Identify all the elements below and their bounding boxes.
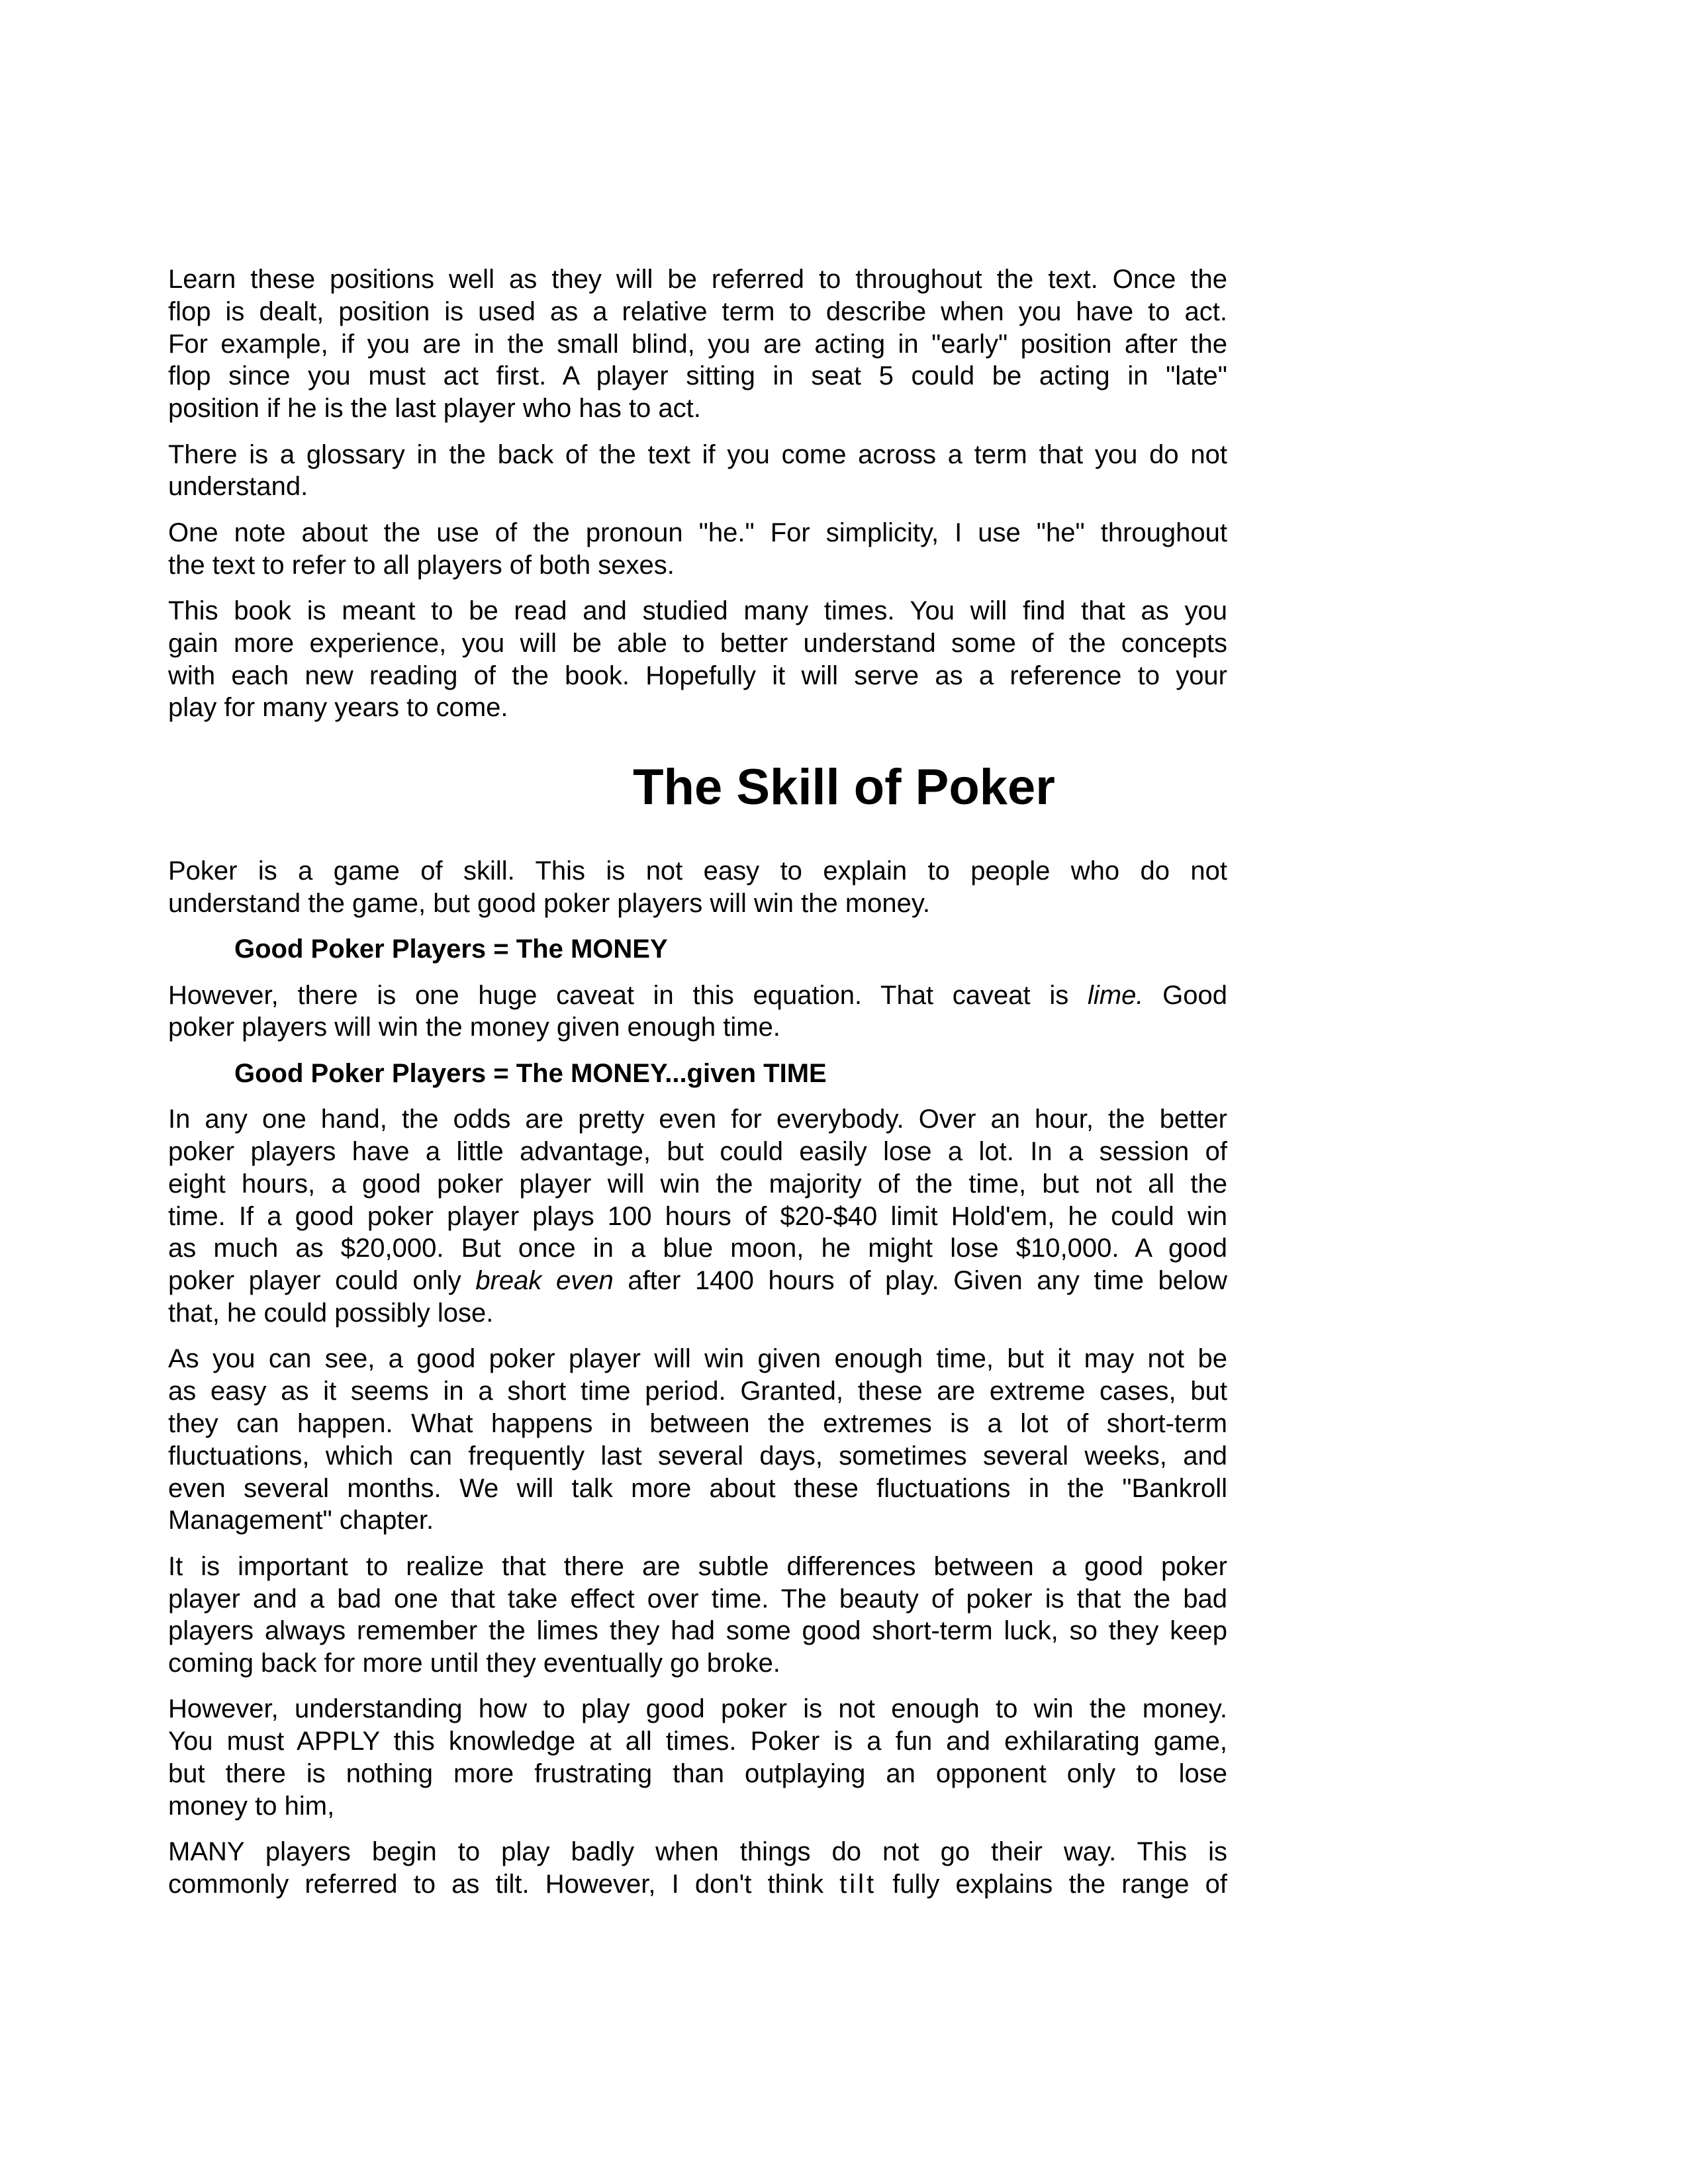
text-line: Good Poker Players = The MONEY [234,934,668,964]
text-line: gain more experience, you will be able to better understand some of the concepts [168,628,1227,658]
text-line: players always remember the limes they had some good short-term luck, so they keep [168,1616,1227,1646]
text-line: as easy as it seems in a short time period. Granted, these are extreme cases, but [168,1377,1227,1406]
text-line: For example, if you are in the small blind, you are acting in "early" position after the [168,329,1227,359]
bold-equation-heading [168,933,1227,966]
text-line: MANY players begin to play badly when things do not go their way. This is [168,1837,1227,1867]
text-line [168,979,1227,1012]
text-line: fluctuations, which can frequently last several days, sometimes several weeks, and [168,1441,1227,1471]
paragraph [168,1103,1227,1330]
text-line: Learn these positions well as they will be referred to throughout the text. Once the [168,265,1227,294]
text-line: but there is nothing more frustrating than outplaying an opponent only to lose [168,1759,1227,1789]
paragraph [168,1836,1227,1901]
paragraph [168,1551,1227,1680]
emphasized-text: break even [475,1266,614,1296]
paragraph [168,263,1227,425]
paragraph [168,1343,1227,1537]
bold-equation-heading [168,1058,1227,1090]
text-line: play for many years to come. [168,693,508,723]
text-line: poker players have a little advantage, but could easily lose a lot. In a session of [168,1136,1227,1166]
paragraph [168,595,1227,724]
text-line: with each new reading of the book. Hopefully it will serve as a reference to your [168,660,1227,690]
text-line: One note about the use of the pronoun "he." For simplicity, I use "he" throughout [168,518,1227,547]
text-line: In any one hand, the odds are pretty even for everybody. Over an hour, the better [168,1105,1227,1134]
paragraph [168,979,1227,1044]
paragraph [168,517,1227,582]
text-line: the text to refer to all players of both sexes. [168,550,675,580]
text-line: player and a bad one that take effect over time. The beauty of poker is that the bad [168,1584,1227,1614]
text-line: Management" chapter. [168,1506,434,1535]
text-line: Poker is a game of skill. This is not easy to explain to people who do not [168,856,1227,886]
text-line: It is important to realize that there are subtle differences between a good poker [168,1551,1227,1581]
text-line: flop since you must act first. A player sitting in seat 5 could be acting in "late" [168,361,1227,391]
text-line: You must APPLY this knowledge at all times. Poker is a fun and exhilarating game, [168,1727,1227,1756]
text-line: flop is dealt, position is used as a relative term to describe when you have to act. [168,296,1227,326]
text-segment: Good [1143,980,1227,1010]
text-line: As you can see, a good poker player will win given enough time, but it may not be [168,1344,1227,1374]
text-segment: commonly referred to as tilt. However, I don't think [168,1870,840,1899]
text-segment: after 1400 hours of play. Given any time below [613,1266,1227,1296]
text-line: time. If a good poker player plays 100 hours of $20-$40 limit Hold'em, he could win [168,1201,1227,1231]
intro-section [168,263,1227,738]
text-segment: fully explains the range of [876,1870,1227,1899]
text-line: as much as $20,000. But once in a blue moon, he might lose $10,000. A good [168,1234,1227,1263]
text-line: There is a glossary in the back of the text if you come across a term that you do not [168,439,1227,469]
text-line: that, he could possibly lose. [168,1298,494,1328]
text-line: This book is meant to be read and studied many times. You will find that as you [168,596,1227,625]
text-segment: poker player could only [168,1266,476,1296]
text-line: understand. [168,472,308,502]
chapter-title: The Skill of Poker [633,759,1055,815]
emphasized-text: lime. [1087,980,1144,1010]
text-line: understand the game, but good poker players will win the money. [168,888,931,918]
paragraph [168,855,1227,920]
text-line: coming back for more until they eventually go broke. [168,1649,780,1678]
text-segment: However, there is one huge caveat in this equation. That caveat is [168,980,1088,1010]
paragraph [168,439,1227,504]
text-line [168,1265,1227,1297]
text-line: even several months. We will talk more about these fluctuations in the "Bankroll [168,1473,1227,1503]
text-line: poker players will win the money given enough time. [168,1013,780,1042]
text-line: eight hours, a good poker player will win the majority of the time, but not all the [168,1169,1227,1199]
paragraph [168,1693,1227,1822]
skill-of-poker-section [168,855,1227,1914]
text-line [168,1868,1227,1901]
text-line: they can happen. What happens in between the extremes is a lot of short-term [168,1408,1227,1438]
text-line: Good Poker Players = The MONEY...given TIME [234,1058,827,1088]
text-line: money to him, [168,1791,335,1821]
text-line: However, understanding how to play good poker is not enough to win the money. [168,1694,1227,1724]
text-line: position if he is the last player who has to act. [168,394,701,424]
emphasized-text: tilt [839,1870,877,1899]
